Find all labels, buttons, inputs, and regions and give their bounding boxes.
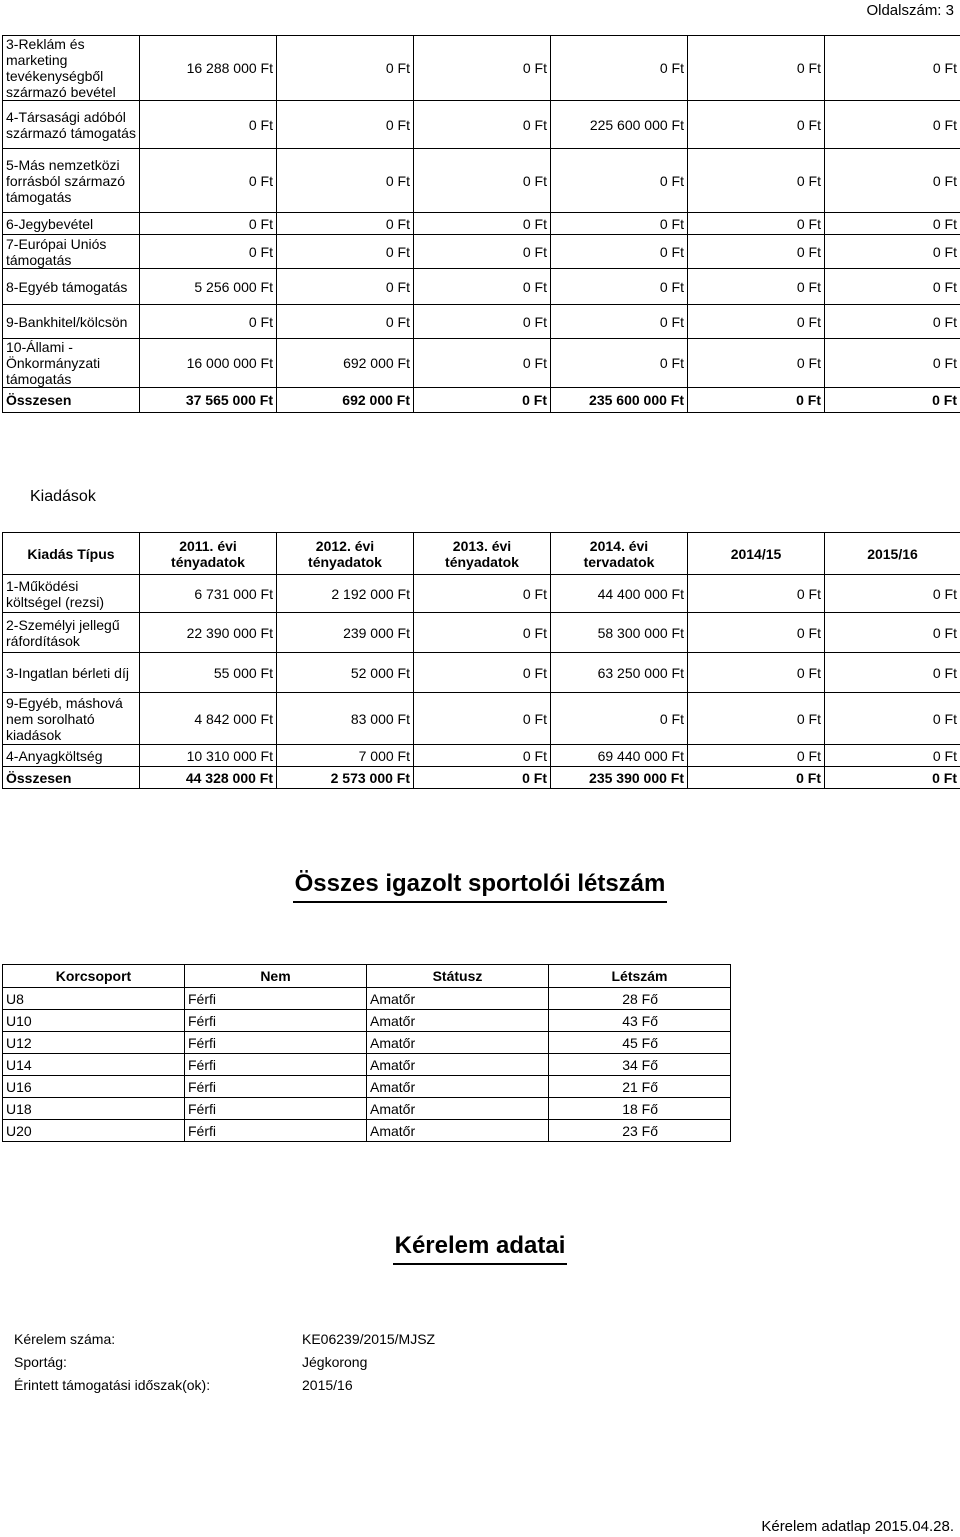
status-cell: Amatőr — [367, 1120, 549, 1142]
expense-row-label: 9-Egyéb, máshová nem sorolható kiadások — [3, 693, 140, 745]
expense-value-cell: 63 250 000 Ft — [551, 653, 688, 693]
status-cell: Amatőr — [367, 1098, 549, 1120]
count-cell: 18 Fő — [549, 1098, 731, 1120]
sport-label: Sportág: — [14, 1354, 67, 1370]
expenses-header-row — [3, 533, 960, 575]
age-group-cell: U12 — [3, 1032, 185, 1054]
income-table — [2, 35, 960, 413]
income-total-value: 0 Ft — [414, 388, 551, 413]
income-row — [3, 213, 960, 235]
request-heading — [0, 1232, 960, 1260]
expense-row — [3, 693, 960, 745]
income-value-cell: 0 Ft — [277, 36, 414, 101]
income-row-label: 4-Társasági adóból származó támogatás — [3, 101, 140, 149]
count-cell: 43 Fő — [549, 1010, 731, 1032]
income-value-cell: 0 Ft — [414, 149, 551, 213]
income-total-value: 37 565 000 Ft — [140, 388, 277, 413]
count-cell: 23 Fő — [549, 1120, 731, 1142]
expense-total-row — [3, 767, 960, 789]
expense-row — [3, 613, 960, 653]
gender-cell: Férfi — [185, 1076, 367, 1098]
count-cell: 28 Fő — [549, 988, 731, 1010]
expense-value-cell: 52 000 Ft — [277, 653, 414, 693]
gender-cell: Férfi — [185, 1098, 367, 1120]
income-value-cell: 0 Ft — [551, 213, 688, 235]
expense-row-label: 1-Működési költségel (rezsi) — [3, 575, 140, 613]
income-value-cell: 0 Ft — [688, 269, 825, 305]
expense-value-cell: 2 192 000 Ft — [277, 575, 414, 613]
expense-value-cell: 0 Ft — [688, 653, 825, 693]
expense-value-cell: 44 400 000 Ft — [551, 575, 688, 613]
athletes-row — [3, 1076, 731, 1098]
income-value-cell: 0 Ft — [277, 235, 414, 269]
income-row — [3, 101, 960, 149]
expense-value-cell: 0 Ft — [825, 575, 960, 613]
income-row — [3, 235, 960, 269]
expenses-header-2013: 2013. évi tényadatok — [414, 533, 551, 575]
athletes-header-row — [3, 965, 731, 988]
income-value-cell: 0 Ft — [140, 213, 277, 235]
expense-total-value: 0 Ft — [688, 767, 825, 789]
income-value-cell: 225 600 000 Ft — [551, 101, 688, 149]
expense-total-label: Összesen — [3, 767, 140, 789]
income-value-cell: 0 Ft — [825, 269, 960, 305]
status-cell: Amatőr — [367, 1076, 549, 1098]
expense-value-cell: 55 000 Ft — [140, 653, 277, 693]
income-row-label: 7-Európai Uniós támogatás — [3, 235, 140, 269]
count-cell: 34 Fő — [549, 1054, 731, 1076]
expenses-header-2012: 2012. évi tényadatok — [277, 533, 414, 575]
income-value-cell: 0 Ft — [414, 305, 551, 339]
count-cell: 21 Fő — [549, 1076, 731, 1098]
gender-cell: Férfi — [185, 1010, 367, 1032]
income-total-value: 0 Ft — [825, 388, 960, 413]
income-value-cell: 0 Ft — [414, 339, 551, 388]
income-value-cell: 0 Ft — [551, 269, 688, 305]
income-value-cell: 0 Ft — [825, 101, 960, 149]
income-row — [3, 36, 960, 101]
income-total-value: 692 000 Ft — [277, 388, 414, 413]
expense-value-cell: 0 Ft — [414, 613, 551, 653]
income-row-label: 5-Más nemzetközi forrásból származó támogatás — [3, 149, 140, 213]
age-group-cell: U10 — [3, 1010, 185, 1032]
athletes-row — [3, 988, 731, 1010]
expense-value-cell: 0 Ft — [688, 693, 825, 745]
income-value-cell: 0 Ft — [825, 339, 960, 388]
income-row-label: 10-Állami - Önkormányzati támogatás — [3, 339, 140, 388]
expense-value-cell: 83 000 Ft — [277, 693, 414, 745]
expenses-header-type: Kiadás Típus — [3, 533, 140, 575]
expense-value-cell: 58 300 000 Ft — [551, 613, 688, 653]
expenses-header-2014: 2014. évi tervadatok — [551, 533, 688, 575]
count-cell: 45 Fő — [549, 1032, 731, 1054]
status-cell: Amatőr — [367, 1032, 549, 1054]
expense-value-cell: 0 Ft — [825, 653, 960, 693]
period-label: Érintett támogatási időszak(ok): — [14, 1377, 211, 1393]
athletes-header-status: Státusz — [367, 965, 549, 988]
expense-value-cell: 4 842 000 Ft — [140, 693, 277, 745]
income-value-cell: 0 Ft — [551, 305, 688, 339]
income-value-cell: 0 Ft — [551, 149, 688, 213]
expenses-table — [2, 532, 960, 789]
expense-row — [3, 745, 960, 767]
expense-total-value: 235 390 000 Ft — [551, 767, 688, 789]
expense-value-cell: 0 Ft — [688, 575, 825, 613]
athletes-header-gender: Nem — [185, 965, 367, 988]
expense-value-cell: 0 Ft — [414, 653, 551, 693]
income-total-row — [3, 388, 960, 413]
income-row — [3, 269, 960, 305]
sport-value: Jégkorong — [302, 1354, 368, 1370]
income-value-cell: 0 Ft — [688, 339, 825, 388]
income-value-cell: 0 Ft — [414, 213, 551, 235]
expenses-title: Kiadások — [30, 488, 96, 505]
expense-value-cell: 6 731 000 Ft — [140, 575, 277, 613]
income-value-cell: 0 Ft — [688, 36, 825, 101]
expense-value-cell: 0 Ft — [414, 575, 551, 613]
income-value-cell: 16 288 000 Ft — [140, 36, 277, 101]
expense-value-cell: 0 Ft — [688, 745, 825, 767]
income-value-cell: 0 Ft — [688, 101, 825, 149]
request-number-value: KE06239/2015/MJSZ — [302, 1331, 436, 1347]
expense-row — [3, 575, 960, 613]
footer-text: Kérelem adatlap 2015.04.28. — [761, 1518, 954, 1535]
income-value-cell: 0 Ft — [140, 101, 277, 149]
expense-total-value: 0 Ft — [414, 767, 551, 789]
income-row-label: 6-Jegybevétel — [3, 213, 140, 235]
income-value-cell: 0 Ft — [277, 305, 414, 339]
expense-value-cell: 0 Ft — [825, 613, 960, 653]
expense-total-value: 44 328 000 Ft — [140, 767, 277, 789]
athletes-row — [3, 1054, 731, 1076]
income-value-cell: 0 Ft — [277, 213, 414, 235]
expense-value-cell: 69 440 000 Ft — [551, 745, 688, 767]
athletes-row — [3, 1098, 731, 1120]
income-row-label: 3-Reklám és marketing tevékenységből származó bevétel — [3, 36, 140, 101]
expenses-header-2015-16: 2015/16 — [825, 533, 960, 575]
expense-row-label: 2-Személyi jellegű ráfordítások — [3, 613, 140, 653]
income-value-cell: 0 Ft — [414, 101, 551, 149]
status-cell: Amatőr — [367, 1010, 549, 1032]
expenses-header-2014-15: 2014/15 — [688, 533, 825, 575]
expenses-header-2011: 2011. évi tényadatok — [140, 533, 277, 575]
period-value: 2015/16 — [302, 1377, 353, 1393]
age-group-cell: U14 — [3, 1054, 185, 1076]
income-value-cell: 0 Ft — [140, 235, 277, 269]
income-value-cell: 0 Ft — [277, 149, 414, 213]
expense-value-cell: 0 Ft — [825, 745, 960, 767]
expense-value-cell: 7 000 Ft — [277, 745, 414, 767]
expense-row-label: 3-Ingatlan bérleti díj — [3, 653, 140, 693]
expense-value-cell: 0 Ft — [414, 745, 551, 767]
status-cell: Amatőr — [367, 988, 549, 1010]
income-total-value: 0 Ft — [688, 388, 825, 413]
athletes-header-age-group: Korcsoport — [3, 965, 185, 988]
income-value-cell: 0 Ft — [140, 149, 277, 213]
income-total-value: 235 600 000 Ft — [551, 388, 688, 413]
expense-value-cell: 239 000 Ft — [277, 613, 414, 653]
income-value-cell: 0 Ft — [551, 339, 688, 388]
income-row — [3, 305, 960, 339]
income-value-cell: 0 Ft — [414, 36, 551, 101]
income-total-label: Összesen — [3, 388, 140, 413]
gender-cell: Férfi — [185, 988, 367, 1010]
request-number-label: Kérelem száma: — [14, 1331, 116, 1347]
expense-row — [3, 653, 960, 693]
athletes-header-count: Létszám — [549, 965, 731, 988]
income-row — [3, 149, 960, 213]
income-value-cell: 0 Ft — [277, 101, 414, 149]
income-value-cell: 0 Ft — [551, 36, 688, 101]
income-value-cell: 0 Ft — [551, 235, 688, 269]
age-group-cell: U20 — [3, 1120, 185, 1142]
gender-cell: Férfi — [185, 1054, 367, 1076]
age-group-cell: U8 — [3, 988, 185, 1010]
income-value-cell: 0 Ft — [825, 149, 960, 213]
income-value-cell: 0 Ft — [414, 235, 551, 269]
income-value-cell: 0 Ft — [140, 305, 277, 339]
income-row-label: 8-Egyéb támogatás — [3, 269, 140, 305]
athletes-row — [3, 1032, 731, 1054]
status-cell: Amatőr — [367, 1054, 549, 1076]
athletes-row — [3, 1120, 731, 1142]
gender-cell: Férfi — [185, 1120, 367, 1142]
athletes-table — [2, 964, 731, 1142]
income-value-cell: 0 Ft — [688, 305, 825, 339]
expense-total-value: 0 Ft — [825, 767, 960, 789]
gender-cell: Férfi — [185, 1032, 367, 1054]
income-value-cell: 0 Ft — [688, 149, 825, 213]
income-value-cell: 0 Ft — [277, 269, 414, 305]
page-number: Oldalszám: 3 — [866, 2, 954, 19]
athletes-heading — [0, 870, 960, 898]
expense-value-cell: 22 390 000 Ft — [140, 613, 277, 653]
income-value-cell: 0 Ft — [825, 305, 960, 339]
request-title: Kérelem adatai — [393, 1232, 568, 1265]
income-value-cell: 0 Ft — [825, 235, 960, 269]
expense-value-cell: 0 Ft — [551, 693, 688, 745]
age-group-cell: U18 — [3, 1098, 185, 1120]
income-value-cell: 0 Ft — [688, 235, 825, 269]
income-row-label: 9-Bankhitel/kölcsön — [3, 305, 140, 339]
age-group-cell: U16 — [3, 1076, 185, 1098]
expense-value-cell: 0 Ft — [825, 693, 960, 745]
expense-value-cell: 0 Ft — [414, 693, 551, 745]
income-value-cell: 5 256 000 Ft — [140, 269, 277, 305]
expense-value-cell: 0 Ft — [688, 613, 825, 653]
expense-total-value: 2 573 000 Ft — [277, 767, 414, 789]
income-value-cell: 0 Ft — [414, 269, 551, 305]
income-value-cell: 16 000 000 Ft — [140, 339, 277, 388]
income-value-cell: 0 Ft — [825, 36, 960, 101]
expense-value-cell: 10 310 000 Ft — [140, 745, 277, 767]
expense-row-label: 4-Anyagköltség — [3, 745, 140, 767]
athletes-row — [3, 1010, 731, 1032]
income-row — [3, 339, 960, 388]
income-value-cell: 692 000 Ft — [277, 339, 414, 388]
income-value-cell: 0 Ft — [825, 213, 960, 235]
income-value-cell: 0 Ft — [688, 213, 825, 235]
athletes-title: Összes igazolt sportolói létszám — [293, 870, 668, 903]
